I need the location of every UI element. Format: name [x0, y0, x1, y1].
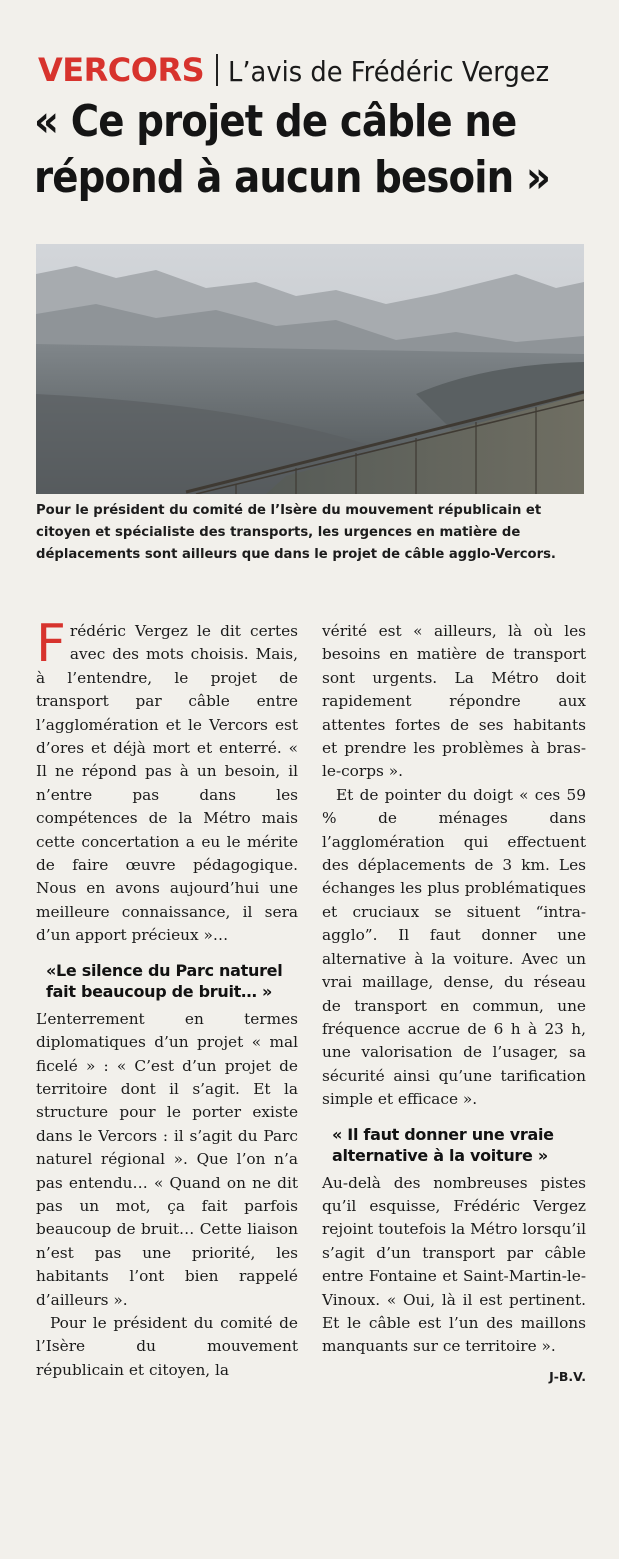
paragraph-text: rédéric Vergez le dit certes avec des mots choisis. Mais, à l’entendre, le projet de transport par câble entre l’agglomération et le Vercors est d’ores et déjà mort et enterré. « Il ne répond pas à un besoin, il n’entre pas dans les compétences de la Métro mais cette concertation a eu le mérite de faire œuvre pédagogique. Nous en avons aujourd’hui une meilleure connaissance, il sera d’un apport précieux »… [36, 622, 298, 945]
headline-line-1: « Ce projet de câble ne [34, 96, 517, 147]
article-header [38, 44, 598, 89]
landscape-photo [36, 244, 584, 494]
mountain-valley-image [36, 244, 584, 494]
headline [34, 94, 594, 206]
drop-cap: F [36, 614, 66, 674]
author-signature: J-B.V. [549, 1368, 586, 1384]
paragraph: L’enterrement en termes diplomatiques d’un projet « mal ficelé » : « C’est d’un projet de territoire dont il s’agit. Et la structure pour le porter existe dans le Vercors : il s’agit du Parc naturel régional ». Que l’on n’a pas entendu… « Quand on ne dit pas un mot, ça fait parfois beaucoup de bruit… Cette liaison n’est pas une priorité, les habitants l’ont bien rappelé d’ailleurs ». [36, 1009, 298, 1309]
paragraph: Au-delà des nombreuses pistes qu’il esquisse, Frédéric Vergez rejoint toutefois la Métro lorsqu’il s’agit d’un transport par câble entre Fontaine et Saint-Martin-le-Vinoux. « Oui, là il est pertinent. Et le câble est l’un des maillons manquants sur ce territoire ». [322, 1173, 586, 1356]
article-column-1 [36, 614, 298, 1382]
paragraph: vérité est « ailleurs, là où les besoins en matière de transport sont urgents. La Métro doit rapidement répondre aux attentes fortes de ses habitants et prendre les problèmes à bras-le-corps ». [322, 622, 586, 781]
kicker-subtitle: L’avis de Frédéric Vergez [228, 55, 550, 88]
paragraph: Et de pointer du doigt « ces 59 % de ménages dans l’agglomération qui effectuent des déplacements de 3 km. Les échanges les plus problématiques et cruciaux se situent “intra-agglo”. Il faut donner une alternative à la voiture. Avec un vrai maillage, dense, du réseau de transport en commun, une fréquence accrue de 6 h à 23 h, une valorisation de l’usager, sa sécurité ainsi qu’une tarification simple et efficace ». [322, 785, 586, 1109]
intertitle: «Le silence du Parc naturel fait beaucoup de bruit… » [46, 960, 283, 1001]
paragraph [36, 614, 298, 948]
kicker-separator [216, 54, 218, 86]
photo-caption: Pour le président du comité de l’Isère du mouvement républicain et citoyen et spécialiste des transports, les urgences en matière de déplacements sont ailleurs que dans le projet de câble agglo-Vercors. [36, 503, 556, 562]
section-kicker: VERCORS [38, 51, 205, 89]
intertitle: « Il faut donner une vraie alternative à la voiture » [332, 1124, 554, 1165]
article-column-2 [322, 620, 586, 1388]
paragraph: Pour le président du comité de l’Isère du mouvement républicain et citoyen, la [36, 1313, 298, 1379]
headline-line-2: répond à aucun besoin » [34, 152, 551, 203]
